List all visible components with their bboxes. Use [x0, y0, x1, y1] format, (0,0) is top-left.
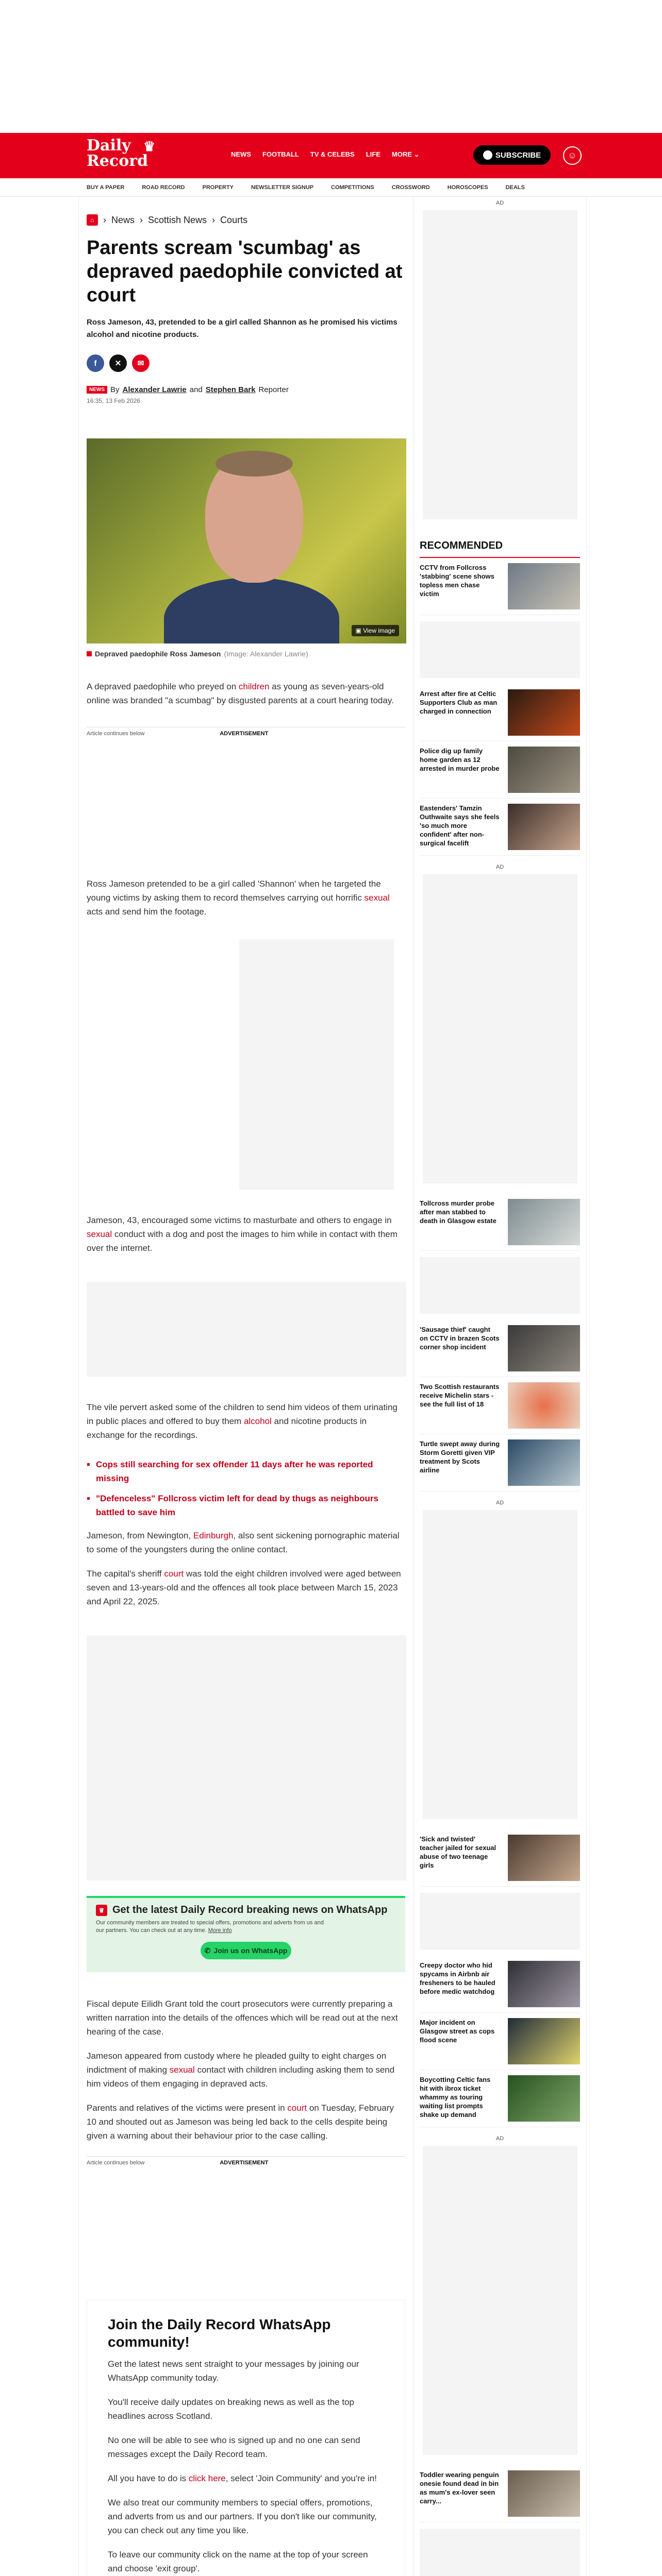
- related-link[interactable]: ▪ "Defenceless" Follcross victim left for dead by thugs as neighbours battled to save him: [96, 1492, 405, 1519]
- image-caption: [87, 650, 405, 658]
- recommended-item[interactable]: Police dig up family home garden as 12 arrested in murder probe: [420, 741, 580, 799]
- recommended-item[interactable]: 'Sausage thief' caught on CCTV in brazen Scots corner shop incident: [420, 1320, 580, 1377]
- sidebar-ad-slot: [420, 621, 580, 678]
- byline-by: By: [110, 385, 120, 394]
- caption-text: Depraved paedophile Ross Jameson: [95, 650, 221, 658]
- recommended-item[interactable]: CCTV from Follcross 'stabbing' scene shows topless men chase victim: [420, 558, 580, 615]
- article-column: [78, 197, 413, 2576]
- top-ad-space: [0, 0, 662, 133]
- thumbnail: [508, 1382, 580, 1429]
- thumbnail: [508, 1199, 580, 1245]
- more-info-link[interactable]: More info: [208, 1927, 232, 1934]
- advertisement-label: ADVERTISEMENT: [220, 2160, 269, 2166]
- related-link[interactable]: ▪ Cops still searching for sex offender 11 days after he was reported missing: [96, 1458, 405, 1485]
- inline-link[interactable]: court: [164, 1569, 184, 1579]
- author-link[interactable]: Stephen Bark: [205, 385, 256, 394]
- join-paragraph: No one will be able to see who is signed up and no one can send messages except the Daily Record team.: [108, 2435, 360, 2459]
- recommended-item[interactable]: Arrest after fire at Celtic Supporters Club as man charged in connection: [420, 684, 580, 741]
- recommended-item[interactable]: Turtle swept away during Storm Goretti given VIP treatment by Scots airline: [420, 1434, 580, 1492]
- article-paragraph: Parents and relatives of the victims were present in court on Tuesday, February 10 and shouted out as Jameson was being led back to the cells despite being given a warning about their behaviour prior to the case calling.: [87, 2103, 394, 2141]
- article-paragraph: Jameson, from Newington, Edinburgh, also sent sickening pornographic material to some of the youngsters during the online contact.: [87, 1531, 400, 1554]
- join-title: Join the Daily Record WhatsApp community!: [108, 2316, 331, 2350]
- thumbnail: [508, 563, 580, 609]
- sub-nav: [0, 178, 662, 197]
- sidebar-ad-slot: [420, 1257, 580, 1314]
- sidebar-ad-slot: [423, 1510, 577, 1819]
- nav-news[interactable]: NEWS: [231, 150, 251, 158]
- thumbnail: [508, 1961, 580, 2007]
- hero-image[interactable]: [87, 438, 406, 643]
- recommended-item[interactable]: Two Scottish restaurants receive Michelin stars - see the full list of 18: [420, 1377, 580, 1434]
- nav-football[interactable]: FOOTBALL: [262, 150, 299, 158]
- article-paragraph: Jameson, 43, encouraged some victims to masturbate and others to engage in sexual conduct with a dog and post the images to him while in contact with them over the internet.: [87, 1215, 398, 1253]
- account-icon[interactable]: ☺: [563, 146, 582, 165]
- subnav-crossword[interactable]: CROSSWORD: [391, 184, 430, 191]
- facebook-icon[interactable]: f: [87, 354, 104, 372]
- ad-label: AD: [495, 2136, 504, 2142]
- view-image-label: View image: [363, 627, 395, 634]
- join-whatsapp-label: Join us on WhatsApp: [213, 1946, 288, 1955]
- subscribe-button[interactable]: [473, 145, 551, 165]
- ad-slot: [87, 737, 405, 866]
- recommended-item[interactable]: Toddler wearing penguin onesie found dead in bin as mum's ex-lover seen carry...: [420, 2465, 580, 2522]
- join-whatsapp-button[interactable]: [201, 1942, 291, 1959]
- sidebar-ad-slot: [423, 874, 577, 1183]
- nav-tv-celebs[interactable]: TV & CELEBS: [310, 150, 355, 158]
- join-paragraph: We also treat our community members to special offers, promotions, and adverts from us and our partners. If you don't like our community, you can check out any time you like.: [108, 2498, 377, 2535]
- recommended-item[interactable]: Creepy doctor who hid spycams in Airbnb air fresheners to be hauled before medic watchdog: [420, 1956, 580, 2013]
- inline-link[interactable]: Edinburgh: [193, 1531, 234, 1540]
- thumbnail: [508, 2018, 580, 2064]
- subnav-property[interactable]: PROPERTY: [202, 184, 234, 191]
- whatsapp-title: Get the latest Daily Record breaking news on WhatsApp: [112, 1904, 388, 1916]
- ad-label: AD: [495, 1500, 504, 1506]
- inline-link[interactable]: sexual: [169, 2065, 195, 2075]
- join-paragraph: All you have to do is click here, select 'Join Community' and you're in!: [108, 2473, 377, 2483]
- chevron-down-icon: ⌄: [413, 150, 420, 158]
- whatsapp-community-box: [87, 2300, 405, 2576]
- recommended-item[interactable]: Major incident on Glasgow street as cops flood scene: [420, 2013, 580, 2070]
- ad-label: AD: [495, 864, 504, 870]
- thumbnail: [508, 1439, 580, 1486]
- inline-link[interactable]: court: [287, 2103, 307, 2113]
- x-icon[interactable]: ✕: [109, 354, 127, 372]
- subnav-road-record[interactable]: ROAD RECORD: [142, 184, 185, 191]
- masthead: [0, 133, 662, 178]
- article-paragraph: Ross Jameson pretended to be a girl called 'Shannon' when he targeted the young victims by asking them to record themselves carrying out horrific sexual acts and send him the footage.: [87, 879, 390, 917]
- thumbnail: [508, 2075, 580, 2122]
- article-paragraph: A depraved paedophile who preyed on children as young as seven-years-old online was branded "a scumbag" by disgusted parents at a court hearing today.: [87, 682, 394, 705]
- whatsapp-icon: ✆: [204, 1946, 211, 1955]
- inline-link[interactable]: sexual: [364, 893, 390, 903]
- caption-credit: (Image: Alexander Lawrie): [224, 650, 308, 658]
- sidebar-ad-slot: [423, 2146, 577, 2455]
- publish-date: 16:35, 13 Feb 2026: [87, 397, 141, 404]
- join-paragraph: To leave our community click on the name at the top of your screen and choose 'exit group'.: [108, 2550, 368, 2573]
- thumbnail: [508, 1325, 580, 1371]
- nav-life[interactable]: LIFE: [366, 150, 380, 158]
- ad-slot: [87, 1282, 406, 1377]
- sidebar-ad-slot: [423, 210, 577, 519]
- recommended-item[interactable]: Tollcross murder probe after man stabbed to death in Glasgow estate: [420, 1194, 580, 1251]
- join-paragraph: You'll receive daily updates on breaking news as well as the top headlines across Scotland.: [108, 2397, 354, 2421]
- subscribe-icon: [483, 150, 492, 160]
- article-paragraph: The capital's sheriff court was told the eight children involved were aged between seven and 13-years-old and the offences all took place between March 15, 2023 and April 22, 2025.: [87, 1569, 401, 1606]
- breadcrumb-scottish-news[interactable]: Scottish News: [148, 214, 207, 225]
- subnav-deals[interactable]: DEALS: [505, 184, 525, 191]
- logo-line2: Record: [87, 152, 148, 170]
- main-nav: [231, 150, 419, 159]
- breadcrumb-courts[interactable]: Courts: [220, 214, 248, 225]
- gallery-icon: ▣: [355, 627, 361, 634]
- ad-bar: [87, 2156, 405, 2166]
- join-paragraph: Get the latest news sent straight to your messages by joining our WhatsApp community today.: [108, 2359, 359, 2383]
- breadcrumb: ⌂ › News › Scottish News › Courts: [87, 214, 405, 226]
- thumbnail: [508, 747, 580, 793]
- caption-marker-icon: [87, 651, 92, 656]
- byline-role: Reporter: [258, 385, 289, 394]
- byline: [87, 385, 405, 394]
- headline: Parents scream 'scumbag' as depraved paedophile convicted at court: [87, 237, 403, 306]
- news-tag: NEWS: [87, 386, 107, 394]
- related-links: [87, 1458, 405, 1519]
- recommended-item[interactable]: Eastenders' Tamzin Outhwaite says she feels 'so much more confident' after non-surgical facelift: [420, 799, 580, 856]
- logo-line1: Daily: [87, 137, 131, 155]
- subnav-competitions[interactable]: COMPETITIONS: [331, 184, 374, 191]
- standfirst: Ross Jameson, 43, pretended to be a girl called Shannon as he promised his victims alcohol and nicotine products.: [87, 318, 398, 339]
- daily-record-logo[interactable]: [87, 138, 169, 172]
- subnav-newsletter[interactable]: NEWSLETTER SIGNUP: [251, 184, 314, 191]
- subnav-horoscopes[interactable]: HOROSCOPES: [447, 184, 488, 191]
- thumbnail: [508, 1835, 580, 1881]
- advertisement-label: ADVERTISEMENT: [220, 731, 269, 737]
- article-continues-label: Article continues below: [87, 731, 145, 737]
- author-link[interactable]: Alexander Lawrie: [122, 385, 187, 394]
- recommended-heading: RECOMMENDED: [420, 540, 580, 558]
- inline-link[interactable]: alcohol: [243, 1416, 272, 1426]
- ad-label: AD: [495, 200, 504, 206]
- subscribe-label: SUBSCRIBE: [495, 150, 541, 160]
- email-icon[interactable]: ✉: [132, 354, 150, 372]
- whatsapp-promo: [87, 1896, 405, 1972]
- home-icon[interactable]: ⌂: [87, 214, 98, 226]
- ad-slot: [239, 939, 394, 1190]
- ad-slot: [87, 1635, 406, 1880]
- ad-slot: [87, 2166, 405, 2300]
- lion-icon: ♛: [143, 139, 156, 155]
- nav-more-label: MORE: [391, 150, 412, 158]
- thumbnail: [508, 804, 580, 850]
- thumbnail: [508, 2470, 580, 2517]
- share-bar: [87, 354, 405, 372]
- daily-record-icon: ♛: [96, 1905, 107, 1916]
- view-image-button[interactable]: [352, 625, 400, 636]
- article-paragraph: The vile pervert asked some of the children to send him videos of them urinating in public places and offered to buy them alcohol and nicotine products in exchange for the recordings.: [87, 1402, 398, 1440]
- inline-link[interactable]: children: [238, 682, 270, 691]
- byline-and: and: [189, 385, 203, 394]
- article-paragraph: Fiscal depute Eilidh Grant told the court prosecutors were currently preparing a written narration into the details of the offences which will be read out at the next hearing of the case.: [87, 1999, 398, 2037]
- click-here-link[interactable]: click here: [188, 2473, 226, 2483]
- ad-bar: [87, 727, 405, 737]
- article-paragraph: Jameson appeared from custody where he pleaded guilty to eight charges on indictment of making sexual contact with children including asking them to send him videos of them engaging in depraved acts.: [87, 2051, 395, 2089]
- recommended-item[interactable]: 'Sick and twisted' teacher jailed for sexual abuse of two teenage girls: [420, 1829, 580, 1887]
- sidebar: [413, 197, 587, 2576]
- breadcrumb-news[interactable]: News: [111, 214, 135, 225]
- recommended-item[interactable]: Boycotting Celtic fans hit with ibrox ticket whammy as touring waiting list prompts shake up demand: [420, 2070, 580, 2127]
- thumbnail: [508, 689, 580, 736]
- inline-link[interactable]: sexual: [87, 1229, 112, 1239]
- nav-more[interactable]: [392, 150, 420, 159]
- whatsapp-sub: Our community members are treated to special offers, promotions and adverts from us and our partners. You can check out at any time.: [96, 1920, 324, 1934]
- sidebar-ad-slot: [420, 2529, 580, 2576]
- article-continues-label: Article continues below: [87, 2160, 145, 2166]
- subnav-buy-a-paper[interactable]: BUY A PAPER: [87, 184, 125, 191]
- sidebar-ad-slot: [420, 1893, 580, 1950]
